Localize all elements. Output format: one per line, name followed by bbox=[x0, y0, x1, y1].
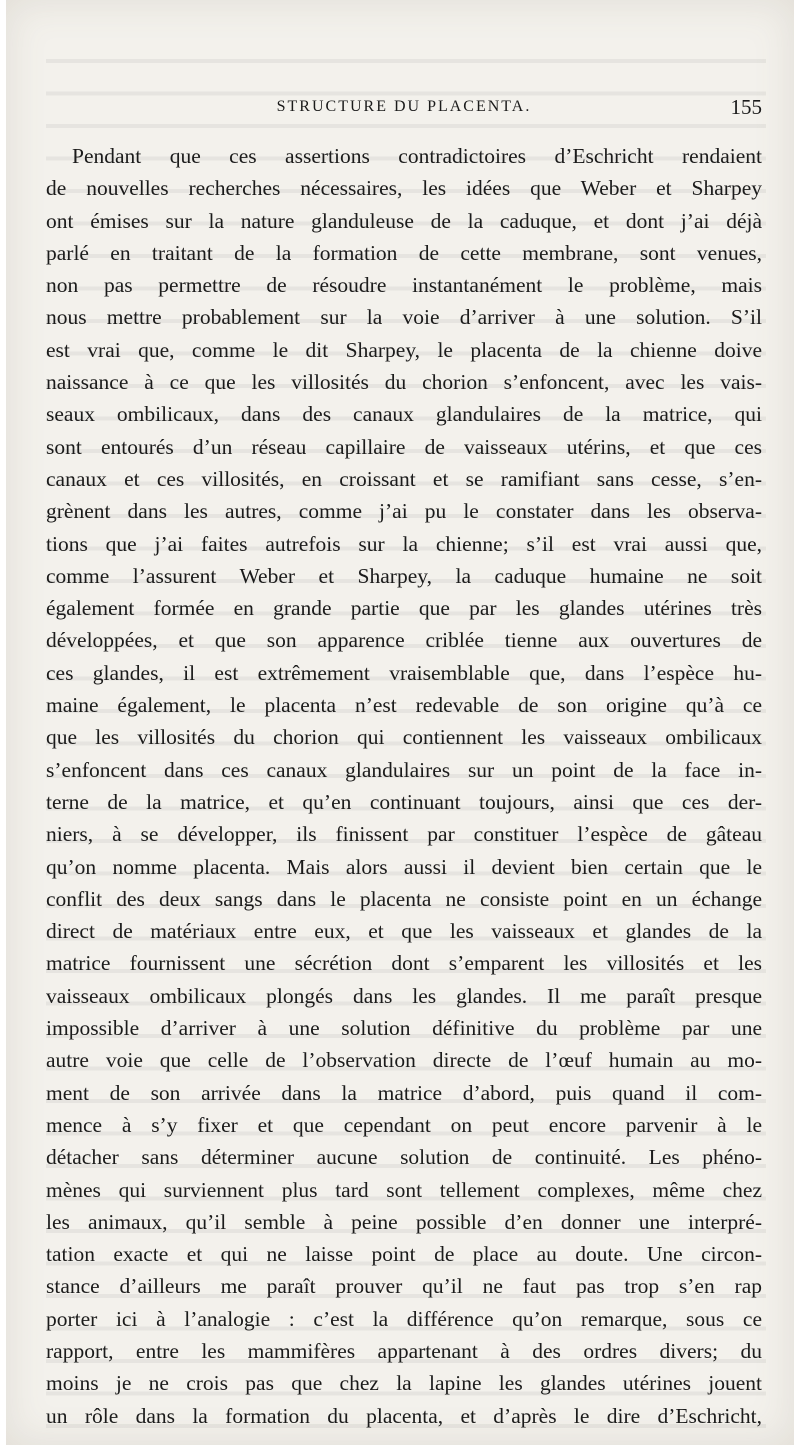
running-head bbox=[46, 95, 762, 124]
text-line: matrice fournissent une sécrétion dont s’emparent les villosités et les bbox=[46, 951, 762, 976]
text-line: est vrai que, comme le dit Sharpey, le placenta de la chienne doive bbox=[46, 337, 762, 362]
text-line: canaux et ces villosités, en croissant et se ramifiant sans cesse, s’en- bbox=[46, 466, 762, 491]
text-line: seaux ombilicaux, dans des canaux glandulaires de la matrice, qui bbox=[46, 402, 762, 427]
text-line: également formée en grande partie que par les glandes utérines très bbox=[46, 596, 762, 621]
text-line: rapport, entre les mammifères appartenant à des ordres divers; du bbox=[46, 1338, 762, 1363]
text-line: s’enfoncent dans ces canaux glandulaires sur un point de la face in- bbox=[46, 757, 762, 782]
text-line: conflit des deux sangs dans le placenta ne consiste point en un échange bbox=[46, 886, 762, 911]
text-line: comme l’assurent Weber et Sharpey, la caduque humaine ne soit bbox=[46, 563, 762, 588]
text-line: autre voie que celle de l’observation directe de l’œuf humain au mo- bbox=[46, 1048, 762, 1073]
text-line: impossible d’arriver à une solution définitive du problème par une bbox=[46, 1016, 762, 1041]
text-line: direct de matériaux entre eux, et que les vaisseaux et glandes de la bbox=[46, 919, 762, 944]
text-line: qu’on nomme placenta. Mais alors aussi il devient bien certain que le bbox=[46, 854, 762, 879]
text-line: naissance à ce que les villosités du chorion s’enfoncent, avec les vais- bbox=[46, 370, 762, 395]
running-title: STRUCTURE DU PLACENTA. bbox=[276, 98, 532, 115]
text-line: stance d’ailleurs me paraît prouver qu’il ne faut pas trop s’en rap bbox=[46, 1274, 762, 1299]
text-line: de nouvelles recherches nécessaires, les idées que Weber et Sharpey bbox=[46, 176, 762, 201]
book-page bbox=[6, 0, 794, 1445]
body-text bbox=[46, 140, 762, 1432]
text-line: maine également, le placenta n’est redevable de son origine qu’à ce bbox=[46, 693, 762, 718]
text-line: nous mettre probablement sur la voie d’arriver à une solution. S’il bbox=[46, 305, 762, 330]
text-line: ont émises sur la nature glanduleuse de la caduque, et dont j’ai déjà bbox=[46, 208, 762, 233]
text-line: mènes qui surviennent plus tard sont tellement complexes, même chez bbox=[46, 1177, 762, 1202]
text-line: parlé en traitant de la formation de cette membrane, sont venues, bbox=[46, 240, 762, 265]
text-line: tation exacte et qui ne laisse point de place au doute. Une circon- bbox=[46, 1242, 762, 1267]
text-line: niers, à se développer, ils finissent par constituer l’espèce de gâteau bbox=[46, 822, 762, 847]
text-line: les animaux, qu’il semble à peine possible d’en donner une interpré- bbox=[46, 1209, 762, 1234]
text-line: mence à s’y fixer et que cependant on peut encore parvenir à le bbox=[46, 1112, 762, 1137]
text-line: terne de la matrice, et qu’en continuant toujours, ainsi que ces der- bbox=[46, 789, 762, 814]
page-number: 155 bbox=[730, 95, 762, 119]
text-line: vaisseaux ombilicaux plongés dans les glandes. Il me paraît presque bbox=[46, 983, 762, 1008]
text-line: détacher sans déterminer aucune solution de continuité. Les phéno- bbox=[46, 1145, 762, 1170]
text-line: porter ici à l’analogie : c’est la différence qu’on remarque, sous ce bbox=[46, 1306, 762, 1331]
text-line: sont entourés d’un réseau capillaire de vaisseaux utérins, et que ces bbox=[46, 434, 762, 459]
text-line: Pendant que ces assertions contradictoires d’Eschricht rendaient bbox=[72, 144, 762, 168]
text-line: moins je ne crois pas que chez la lapine les glandes utérines jouent bbox=[46, 1371, 762, 1396]
text-line: ment de son arrivée dans la matrice d’abord, puis quand il com- bbox=[46, 1080, 762, 1105]
text-line: développées, et que son apparence criblée tienne aux ouvertures de bbox=[46, 628, 762, 653]
text-line: tions que j’ai faites autrefois sur la chienne; s’il est vrai aussi que, bbox=[46, 531, 762, 556]
text-line: un rôle dans la formation du placenta, et d’après le dire d’Eschricht, bbox=[46, 1403, 762, 1428]
text-line: que les villosités du chorion qui contiennent les vaisseaux ombilicaux bbox=[46, 725, 762, 750]
text-line: ces glandes, il est extrêmement vraisemblable que, dans l’espèce hu- bbox=[46, 660, 762, 685]
text-line: grènent dans les autres, comme j’ai pu le constater dans les observa- bbox=[46, 499, 762, 524]
text-line: non pas permettre de résoudre instantanément le problème, mais bbox=[46, 273, 762, 298]
